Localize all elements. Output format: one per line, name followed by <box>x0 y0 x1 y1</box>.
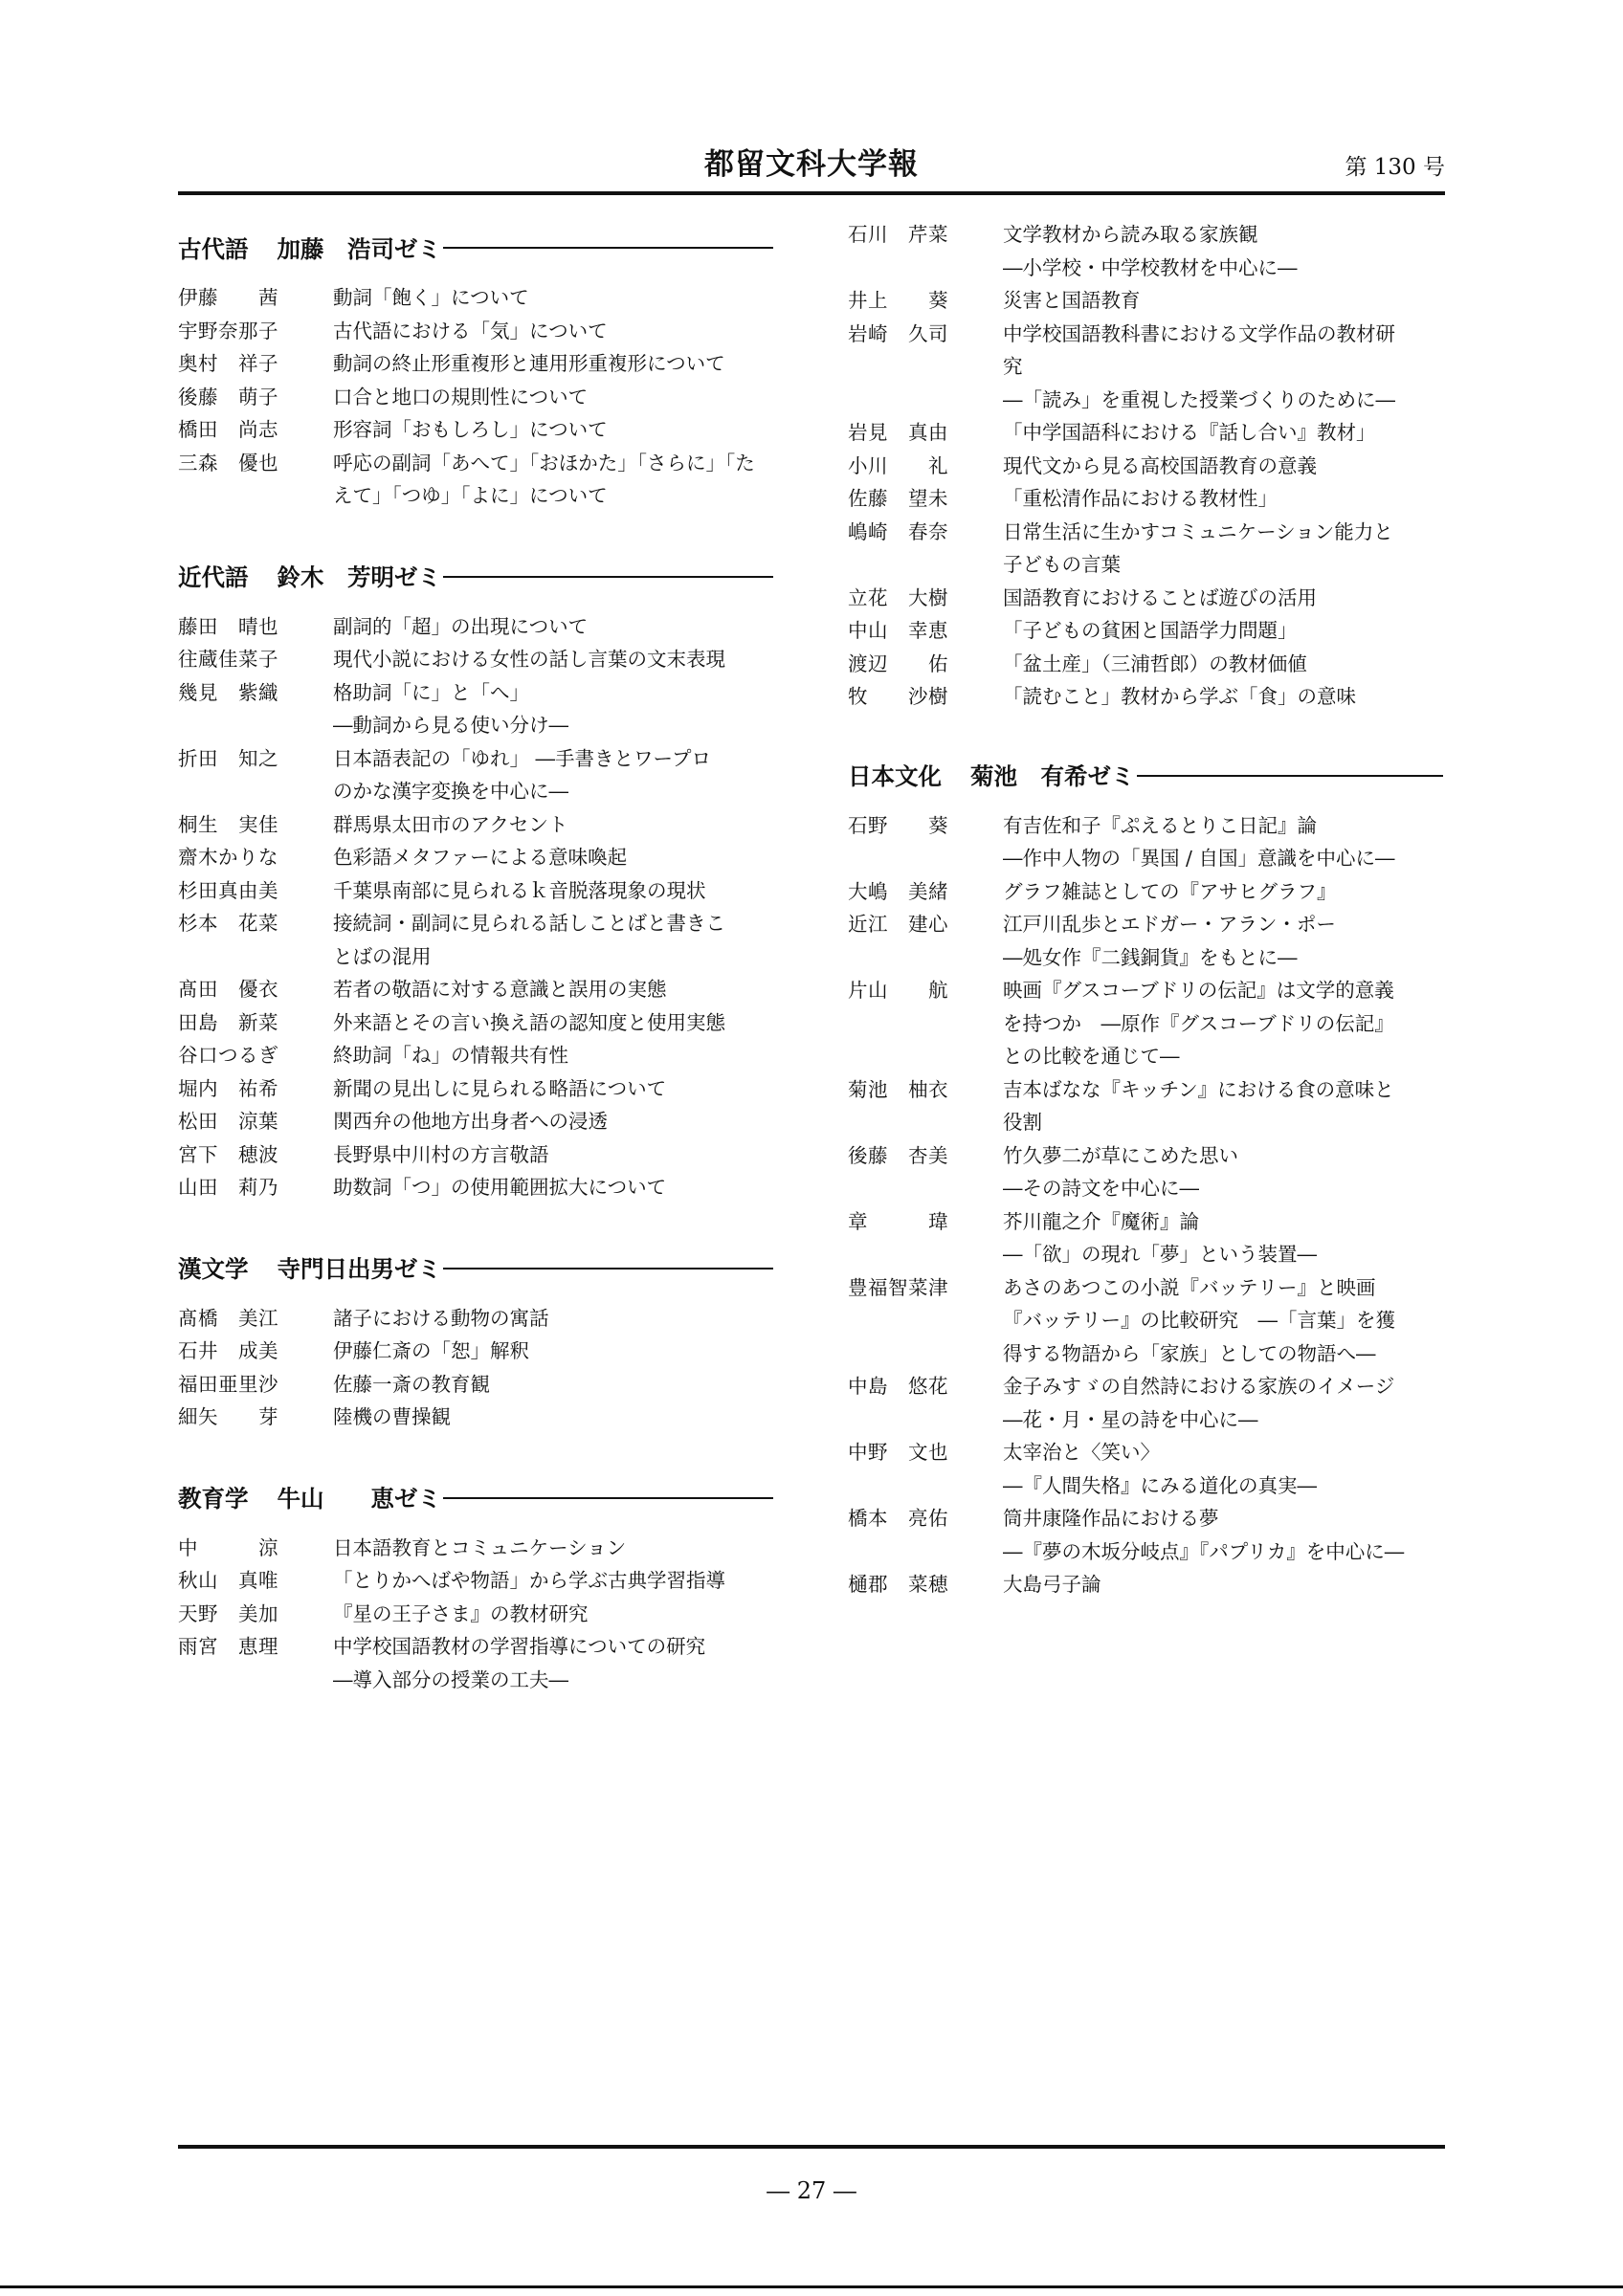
student-name: 井上 葵 <box>848 289 948 312</box>
student-name: 髙田 優衣 <box>178 978 278 1001</box>
thesis-entry <box>848 1370 1443 1436</box>
thesis-title-line: 「盆土産」（三浦哲郎）の教材価値 <box>1003 651 1307 675</box>
thesis-entry <box>178 643 773 676</box>
thesis-entry <box>178 742 773 808</box>
thesis-title-line: 究 <box>1003 355 1023 378</box>
thesis-title-line: 口合と地口の規則性について <box>333 385 589 408</box>
left-column <box>178 218 773 1740</box>
thesis-title <box>333 1532 773 1565</box>
thesis-entry <box>178 1105 773 1138</box>
seminar-heading <box>848 756 1443 796</box>
thesis-entry <box>178 1368 773 1402</box>
thesis-entry <box>178 1006 773 1040</box>
thesis-title-line: 「読むこと」教材から学ぶ「食」の意味 <box>1003 685 1356 708</box>
thesis-entry <box>848 1436 1443 1502</box>
thesis-title-line: のかな漢字変換を中心に― <box>333 780 568 803</box>
heading-rule <box>443 576 773 578</box>
footer-rule <box>178 2145 1445 2149</box>
thesis-title <box>333 1072 773 1106</box>
thesis-entry <box>848 1271 1443 1371</box>
thesis-entry <box>848 875 1443 909</box>
seminar-professor: 寺門日出男ゼミ <box>277 1255 441 1283</box>
thesis-entry <box>848 218 1443 284</box>
thesis-title <box>333 1006 773 1040</box>
thesis-title <box>1003 482 1443 516</box>
thesis-title-line: 「重松清作品における教材性」 <box>1003 487 1278 510</box>
thesis-title <box>333 1171 773 1204</box>
thesis-title-line: 「とりかへばや物語」から学ぶ古典学習指導 <box>333 1569 725 1592</box>
thesis-title-line: 文学教材から読み取る家族観 <box>1003 223 1258 246</box>
thesis-entry <box>178 907 773 973</box>
thesis-title-line: 新聞の見出しに見られる略語について <box>333 1076 667 1100</box>
thesis-title-line: ―導入部分の授業の工夫― <box>333 1667 568 1691</box>
thesis-entry <box>178 381 773 414</box>
thesis-title-line: えて」「つゆ」「よに」について <box>333 484 608 507</box>
thesis-title-line: 竹久夢二が草にこめた思い <box>1003 1143 1238 1167</box>
thesis-title <box>333 874 773 908</box>
student-name: 桐生 実佳 <box>178 812 278 836</box>
thesis-entry <box>178 1302 773 1336</box>
thesis-title <box>1003 284 1443 318</box>
student-name: 菊池 柚衣 <box>848 1077 948 1101</box>
thesis-title <box>1003 809 1443 875</box>
student-name: 中島 悠花 <box>848 1375 948 1398</box>
thesis-title-line: 陸機の曹操観 <box>333 1405 451 1428</box>
seminar-professor: 牛山 恵ゼミ <box>277 1485 441 1512</box>
thesis-title-line: 国語教育におけることば遊びの活用 <box>1003 585 1317 609</box>
student-name: 福田亜里沙 <box>178 1372 278 1396</box>
thesis-title-line: を持つか ―原作『グスコーブドリの伝記』 <box>1003 1011 1394 1035</box>
student-name: 三森 優也 <box>178 451 278 475</box>
thesis-title <box>1003 416 1443 450</box>
student-name: 中野 文也 <box>848 1441 948 1464</box>
student-name: 佐藤 望未 <box>848 487 948 510</box>
seminar-section <box>178 1478 773 1697</box>
thesis-entry <box>848 809 1443 875</box>
thesis-title <box>333 907 773 973</box>
seminar-professor: 菊池 有希ゼミ <box>970 762 1135 790</box>
thesis-title-line: 子どもの言葉 <box>1003 553 1121 576</box>
thesis-title-line: 役割 <box>1003 1111 1042 1134</box>
seminar-heading <box>178 228 773 268</box>
thesis-title <box>1003 680 1443 714</box>
thesis-entry <box>178 1598 773 1631</box>
thesis-title <box>1003 974 1443 1073</box>
thesis-title <box>333 1401 773 1434</box>
student-name: 雨宮 恵理 <box>178 1635 278 1658</box>
student-name: 豊福智菜津 <box>848 1275 948 1299</box>
seminar-professor: 加藤 浩司ゼミ <box>277 234 441 263</box>
thesis-title-line: 古代語における「気」について <box>333 319 608 342</box>
page-number: ― 27 ― <box>767 2177 856 2204</box>
thesis-title <box>333 1302 773 1336</box>
thesis-title-line: 形容詞「おもしろし」について <box>333 418 608 441</box>
thesis-entry <box>178 1401 773 1434</box>
thesis-title <box>1003 318 1443 417</box>
thesis-title <box>333 1105 773 1138</box>
seminar-heading <box>178 1478 773 1518</box>
thesis-title <box>333 1335 773 1368</box>
seminar-section <box>178 557 773 1204</box>
student-name: 天野 美加 <box>178 1601 278 1625</box>
heading-rule <box>443 247 773 249</box>
thesis-title <box>333 610 773 644</box>
thesis-title-line: 長野県中川村の方言敬語 <box>333 1142 549 1166</box>
student-name: 奥村 祥子 <box>178 352 278 375</box>
student-name: 片山 航 <box>848 979 948 1002</box>
page-header <box>178 140 1445 189</box>
scan-edge-line <box>0 2285 1623 2288</box>
thesis-title <box>1003 875 1443 909</box>
thesis-entry <box>848 450 1443 483</box>
thesis-title-line: 伊藤仁斎の「恕」解釈 <box>333 1339 529 1362</box>
student-name: 折田 知之 <box>178 746 278 770</box>
thesis-title-line: ―小学校・中学校教材を中心に― <box>1003 255 1298 279</box>
student-name: 田島 新菜 <box>178 1010 278 1034</box>
thesis-title-line: ―『夢の木坂分岐点』『パプリカ』を中心に― <box>1003 1539 1405 1563</box>
student-name: 山田 莉乃 <box>178 1176 278 1199</box>
thesis-title-line: ―「欲」の現れ「夢」という装置― <box>1003 1243 1317 1266</box>
thesis-entry <box>178 347 773 381</box>
thesis-title <box>1003 1568 1443 1601</box>
thesis-title-line: 諸子における動物の寓話 <box>333 1306 549 1330</box>
thesis-title-line: ―処女作『二銭銅貨』をもとに― <box>1003 945 1298 969</box>
thesis-title-line: 現代小説における女性の話し言葉の文末表現 <box>333 648 725 671</box>
thesis-title <box>1003 582 1443 615</box>
student-name: 章 瑋 <box>848 1209 948 1233</box>
thesis-title <box>1003 1205 1443 1271</box>
thesis-entry <box>848 482 1443 516</box>
thesis-title-line: 日本語教育とコミュニケーション <box>333 1535 627 1559</box>
thesis-title-line: 中学校国語教科書における文学作品の教材研 <box>1003 321 1395 345</box>
thesis-title-line: 「中学国語科における『話し合い』教材」 <box>1003 421 1376 444</box>
thesis-title <box>333 742 773 808</box>
student-name: 中 涼 <box>178 1535 278 1559</box>
thesis-entry <box>848 1568 1443 1601</box>
thesis-title <box>333 381 773 414</box>
student-name: 岩見 真由 <box>848 421 948 444</box>
thesis-title-line: 佐藤一斎の教育観 <box>333 1372 490 1396</box>
thesis-title-line: ―「読み」を重視した授業づくりのために― <box>1003 387 1395 411</box>
thesis-title <box>333 643 773 676</box>
thesis-title-line: 江戸川乱歩とエドガー・アラン・ポー <box>1003 913 1336 936</box>
thesis-entry <box>848 1073 1443 1139</box>
student-name: 谷口つるぎ <box>178 1044 278 1067</box>
thesis-title <box>1003 1370 1443 1436</box>
thesis-title <box>1003 648 1443 681</box>
thesis-title-line: 外来語とその言い換え語の認知度と使用実態 <box>333 1010 725 1034</box>
student-name: 嶋崎 春奈 <box>848 519 948 543</box>
student-name: 岩崎 久司 <box>848 321 948 345</box>
student-name: 杉本 花菜 <box>178 912 278 935</box>
thesis-title <box>1003 516 1443 582</box>
thesis-title <box>333 315 773 348</box>
seminar-section <box>178 1248 773 1434</box>
thesis-entry <box>178 281 773 315</box>
student-name: 細矢 芽 <box>178 1405 278 1428</box>
thesis-title-line: ―花・月・星の詩を中心に― <box>1003 1407 1258 1431</box>
thesis-entry <box>178 1138 773 1172</box>
heading-rule <box>1137 775 1444 777</box>
thesis-entry <box>848 614 1443 648</box>
thesis-title-line: 格助詞「に」と「へ」 <box>333 680 529 704</box>
thesis-title <box>1003 1073 1443 1139</box>
thesis-title-line: ―動詞から見る使い分け― <box>333 714 568 737</box>
seminar-subject: 近代語 <box>178 563 249 591</box>
student-name: 大嶋 美緒 <box>848 879 948 903</box>
thesis-title <box>1003 1436 1443 1502</box>
thesis-title-line: との比較を通じて― <box>1003 1045 1180 1068</box>
seminar-subject: 漢文学 <box>178 1255 249 1283</box>
thesis-title-line: 呼応の副詞「あへて」「おほかた」「さらに」「た <box>333 451 755 475</box>
thesis-title-line: 『星の王子さま』の教材研究 <box>333 1601 589 1625</box>
thesis-title <box>1003 1139 1443 1205</box>
thesis-entry <box>848 974 1443 1073</box>
thesis-title-line: 中学校国語教材の学習指導についての研究 <box>333 1635 706 1658</box>
thesis-title-line: 動詞の終止形重複形と連用形重複形について <box>333 352 725 375</box>
seminar-subject: 日本文化 <box>848 762 942 790</box>
thesis-title-line: 「子どもの貧困と国語学力問題」 <box>1003 619 1298 642</box>
thesis-title-line: 映画『グスコーブドリの伝記』は文学的意義 <box>1003 979 1394 1002</box>
thesis-title <box>333 347 773 381</box>
thesis-title-line: 色彩語メタファーによる意味喚起 <box>333 846 628 869</box>
seminar-subject: 教育学 <box>178 1485 249 1512</box>
journal-title: 都留文科大学報 <box>704 147 919 182</box>
student-name: 渡辺 佑 <box>848 651 948 675</box>
thesis-title-line: グラフ雑誌としての『アサヒグラフ』 <box>1003 879 1337 903</box>
thesis-title-line: 『バッテリー』の比較研究 ―「言葉」を獲 <box>1003 1309 1395 1332</box>
student-name: 松田 涼葉 <box>178 1110 278 1133</box>
thesis-title-line: 災害と国語教育 <box>1003 289 1141 312</box>
thesis-title <box>333 1138 773 1172</box>
thesis-title <box>333 413 773 447</box>
student-name: 石川 芹菜 <box>848 223 948 246</box>
thesis-entry <box>848 1139 1443 1205</box>
thesis-entry <box>848 648 1443 681</box>
student-name: 宮下 穂波 <box>178 1142 278 1166</box>
student-name: 藤田 晴也 <box>178 614 278 638</box>
student-name: 樋郡 菜穂 <box>848 1573 948 1596</box>
thesis-title-line: 副詞的「超」の出現について <box>333 614 589 638</box>
thesis-title-line: あさのあつこの小説『バッテリー』と映画 <box>1003 1275 1376 1299</box>
thesis-entry <box>178 1171 773 1204</box>
student-name: 伊藤 茜 <box>178 286 278 309</box>
student-name: 石井 成美 <box>178 1339 278 1362</box>
thesis-entry <box>848 516 1443 582</box>
issue-number: 第 130 号 <box>1345 155 1445 180</box>
student-name: 牧 沙樹 <box>848 685 948 708</box>
thesis-entry <box>178 1039 773 1072</box>
seminar-section <box>848 756 1443 1601</box>
thesis-title-line: 群馬県太田市のアクセント <box>333 812 568 836</box>
thesis-title <box>333 281 773 315</box>
right-column <box>848 218 1443 1645</box>
thesis-title <box>333 1630 773 1696</box>
thesis-title-line: 芥川龍之介『魔術』論 <box>1003 1209 1199 1233</box>
thesis-title-line: ―『人間失格』にみる道化の真実― <box>1003 1473 1317 1497</box>
thesis-entry <box>178 1532 773 1565</box>
thesis-title <box>333 676 773 742</box>
thesis-title <box>333 841 773 874</box>
seminar-professor: 鈴木 芳明ゼミ <box>277 563 441 591</box>
student-name: 杉田真由美 <box>178 878 278 902</box>
seminar-subject: 古代語 <box>178 234 249 263</box>
thesis-title <box>1003 1271 1443 1371</box>
thesis-entry <box>178 1564 773 1598</box>
seminar-heading <box>178 557 773 597</box>
thesis-title-line: 千葉県南部に見られるｋ音脱落現象の現状 <box>333 878 706 902</box>
student-name: 秋山 真唯 <box>178 1569 278 1592</box>
student-name: 中山 幸恵 <box>848 619 948 642</box>
thesis-entry <box>848 680 1443 714</box>
thesis-title-line: 関西弁の他地方出身者への浸透 <box>333 1110 608 1133</box>
thesis-title-line: ―その詩文を中心に― <box>1003 1177 1199 1200</box>
student-name: 髙橋 美江 <box>178 1306 278 1330</box>
thesis-title-line: 吉本ばなな『キッチン』における食の意味と <box>1003 1077 1394 1101</box>
thesis-title-line: 接続詞・副詞に見られる話しことばと書きこ <box>333 912 725 935</box>
student-name: 小川 礼 <box>848 453 948 477</box>
student-name: 立花 大樹 <box>848 585 948 609</box>
thesis-title-line: ―作中人物の「異国 / 自国」意識を中心に― <box>1003 847 1395 870</box>
student-name: 橋田 尚志 <box>178 418 278 441</box>
continued-section <box>848 218 1443 714</box>
thesis-title-line: 得する物語から「家族」としての物語へ― <box>1003 1341 1376 1365</box>
heading-rule <box>443 1268 773 1269</box>
seminar-heading <box>178 1248 773 1289</box>
thesis-title-line: 太宰治と〈笑い〉 <box>1003 1441 1160 1464</box>
header-rule <box>178 191 1445 195</box>
thesis-entry <box>848 908 1443 974</box>
thesis-title <box>1003 450 1443 483</box>
thesis-entry <box>178 1072 773 1106</box>
student-name: 後藤 萌子 <box>178 385 278 408</box>
thesis-entry <box>178 1335 773 1368</box>
thesis-entry <box>848 582 1443 615</box>
thesis-entry <box>178 413 773 447</box>
thesis-title <box>333 1368 773 1402</box>
thesis-entry <box>848 1205 1443 1271</box>
seminar-section <box>178 228 773 513</box>
thesis-title <box>1003 614 1443 648</box>
thesis-title <box>333 1039 773 1072</box>
thesis-entry <box>178 1630 773 1696</box>
thesis-entry <box>178 447 773 513</box>
thesis-title <box>1003 908 1443 974</box>
thesis-title <box>333 447 773 513</box>
thesis-entry <box>178 610 773 644</box>
thesis-entry <box>848 284 1443 318</box>
thesis-entry <box>178 676 773 742</box>
thesis-title-line: 大島弓子論 <box>1003 1573 1101 1596</box>
student-name: 堀内 祐希 <box>178 1076 278 1100</box>
thesis-title-line: 金子みすゞの自然詩における家族のイメージ <box>1003 1375 1395 1398</box>
thesis-title-line: 筒井康隆作品における夢 <box>1003 1507 1219 1530</box>
student-name: 齋木かりな <box>178 846 278 869</box>
thesis-title-line: 若者の敬語に対する意識と誤用の実態 <box>333 978 667 1001</box>
thesis-title-line: 終助詞「ね」の情報共有性 <box>333 1044 568 1067</box>
student-name: 後藤 杏美 <box>848 1143 948 1167</box>
student-name: 往蔵佳菜子 <box>178 648 278 671</box>
heading-rule <box>443 1497 773 1499</box>
student-name: 橋本 亮佑 <box>848 1507 948 1530</box>
thesis-title <box>1003 218 1443 284</box>
thesis-title-line: 動詞「飽く」について <box>333 286 529 309</box>
thesis-title <box>333 808 773 842</box>
thesis-entry <box>178 973 773 1006</box>
student-name: 石野 葵 <box>848 813 948 837</box>
thesis-title-line: 助数詞「つ」の使用範囲拡大について <box>333 1176 667 1199</box>
thesis-title-line: 有吉佐和子『ぷえるとりこ日記』論 <box>1003 813 1317 837</box>
thesis-entry <box>178 841 773 874</box>
student-name: 宇野奈那子 <box>178 319 278 342</box>
thesis-title-line: 現代文から見る高校国語教育の意義 <box>1003 453 1317 477</box>
thesis-entry <box>848 1502 1443 1568</box>
thesis-entry <box>848 416 1443 450</box>
thesis-entry <box>848 318 1443 417</box>
thesis-entry <box>178 808 773 842</box>
thesis-title-line: 日常生活に生かすコミュニケーション能力と <box>1003 519 1393 543</box>
student-name: 幾見 紫織 <box>178 680 278 704</box>
thesis-title <box>333 1598 773 1631</box>
thesis-title-line: とばの混用 <box>333 944 432 968</box>
thesis-entry <box>178 315 773 348</box>
thesis-title <box>333 973 773 1006</box>
thesis-title <box>1003 1502 1443 1568</box>
thesis-title-line: 日本語表記の「ゆれ」 ―手書きとワープロ <box>333 746 711 770</box>
student-name: 近江 建心 <box>848 913 948 936</box>
thesis-entry <box>178 874 773 908</box>
thesis-title <box>333 1564 773 1598</box>
